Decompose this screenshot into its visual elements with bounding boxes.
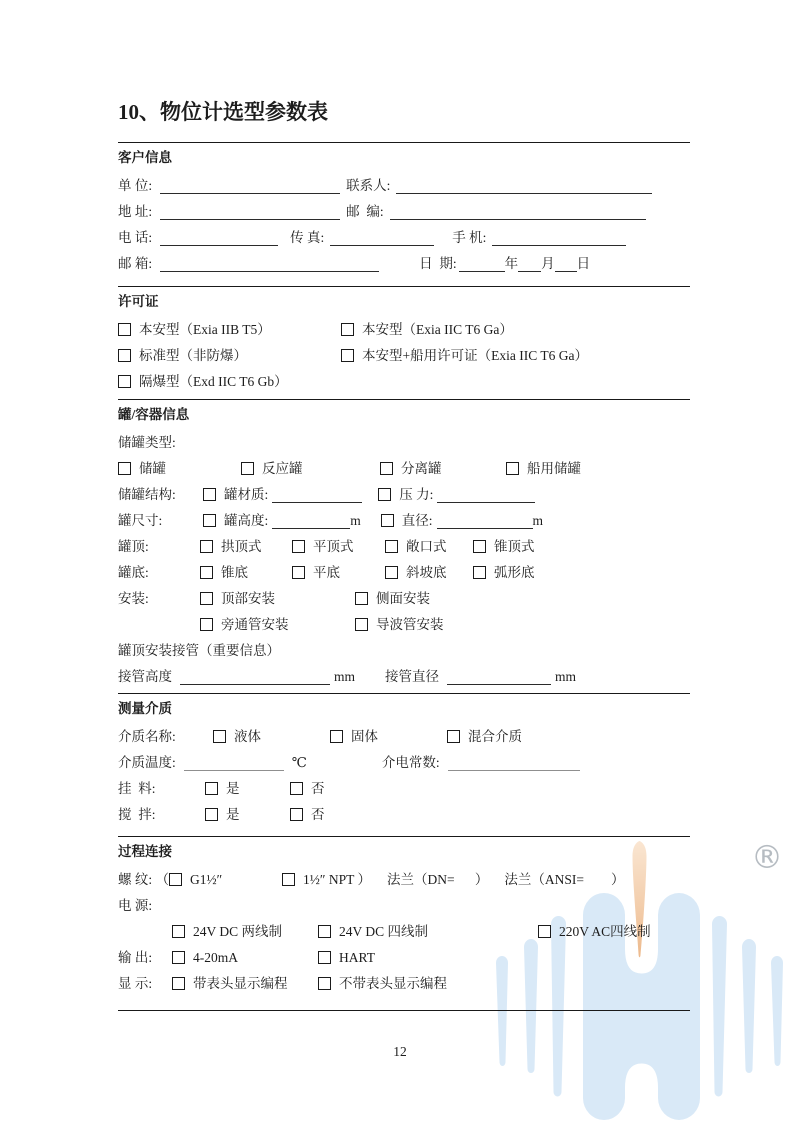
checkbox-label: 弧形底 [494, 565, 535, 580]
checkbox[interactable] [318, 977, 331, 990]
checkbox[interactable] [355, 618, 368, 631]
section-header: 客户信息 [118, 150, 172, 165]
checkbox-option [203, 512, 268, 529]
form-row [118, 529, 690, 555]
checkbox-label: 拱顶式 [221, 539, 262, 554]
blank-field[interactable] [390, 203, 646, 220]
checkbox-option [118, 347, 341, 364]
form-label: 罐底: [118, 565, 149, 580]
form-label: 邮 编: [346, 204, 384, 219]
form-label: mm [334, 669, 356, 684]
form-label: 日 [576, 256, 591, 271]
section-customer-info [118, 142, 690, 286]
checkbox-label: 24V DC 两线制 [193, 924, 283, 939]
checkbox-option [355, 616, 444, 633]
form-label: 介电常数: [381, 755, 440, 770]
checkbox[interactable] [213, 730, 226, 743]
form-row [118, 451, 690, 477]
form-row [118, 364, 690, 390]
checkbox-label: 本安型（Exia IIB T5） [139, 322, 271, 337]
form-label: 接管高度 [118, 669, 172, 684]
section-tank-info [118, 399, 690, 693]
checkbox-label: 混合介质 [468, 729, 522, 744]
form-label: 月 [541, 256, 555, 271]
checkbox[interactable] [341, 323, 354, 336]
page-title: 10、物位计选型参数表 [118, 100, 328, 124]
form-label: 年 [504, 256, 519, 271]
checkbox-label: 220V AC四线制 [559, 924, 651, 939]
checkbox[interactable] [473, 540, 486, 553]
form-label: 介质温度: [118, 755, 176, 770]
checkbox-option [506, 460, 581, 477]
form-label: 螺 纹: （ [118, 872, 170, 887]
form-row [118, 633, 690, 659]
section-header: 过程连接 [118, 844, 172, 859]
checkbox-label: 罐材质: [224, 487, 269, 502]
checkbox[interactable] [447, 730, 460, 743]
checkbox-label: 不带表头显示编程 [339, 976, 447, 991]
checkbox-label: 否 [311, 781, 325, 796]
checkbox-option [118, 460, 241, 477]
form-row [118, 797, 690, 823]
checkbox-option [378, 486, 433, 503]
checkbox-option [205, 780, 290, 797]
form-label: 罐顶: [118, 539, 149, 554]
checkbox-label: 4-20mA [193, 950, 238, 965]
checkbox-label: 标准型（非防爆） [139, 348, 247, 363]
form-label: 联系人: [346, 178, 391, 193]
checkbox-option [118, 373, 288, 390]
form-row [118, 477, 690, 503]
form-label: 邮 箱: [118, 256, 153, 271]
checkbox-label: 分离罐 [401, 461, 442, 476]
checkbox[interactable] [381, 514, 394, 527]
checkbox-option [355, 590, 430, 607]
checkbox-label: 1½″ NPT ） [303, 872, 372, 887]
form-row [118, 194, 690, 220]
form-label: m [350, 513, 361, 528]
checkbox-option [200, 590, 355, 607]
form-row [118, 503, 690, 529]
checkbox-label: 斜坡底 [406, 565, 447, 580]
blank-field[interactable] [437, 512, 533, 529]
checkbox-option [282, 871, 371, 888]
form-label: 单 位: [118, 178, 153, 193]
blank-field[interactable] [459, 255, 505, 272]
checkbox-option [447, 728, 522, 745]
form-row [118, 771, 690, 797]
checkbox-label: 储罐 [139, 461, 166, 476]
checkbox-label: 锥底 [221, 565, 248, 580]
form-row [118, 555, 690, 581]
form-label: mm [555, 669, 577, 684]
checkbox-option [203, 486, 268, 503]
checkbox[interactable] [385, 566, 398, 579]
checkbox-label: 24V DC 四线制 [339, 924, 429, 939]
checkbox-label: 本安型（Exia IIC T6 Ga） [362, 322, 513, 337]
blank-field[interactable] [555, 255, 577, 272]
checkbox[interactable] [473, 566, 486, 579]
registered-trademark-icon: ® [751, 838, 783, 876]
checkbox[interactable] [355, 592, 368, 605]
form-label: 手 机: [452, 230, 487, 245]
section-header: 许可证 [118, 294, 159, 309]
checkbox-label: 侧面安装 [376, 591, 430, 606]
checkbox[interactable] [200, 566, 213, 579]
checkbox-option [341, 321, 513, 338]
checkbox[interactable] [118, 462, 131, 475]
checkbox-option [172, 975, 318, 992]
checkbox-option [172, 949, 318, 966]
form-label: 罐尺寸: [118, 513, 163, 528]
section-header: 测量介质 [118, 701, 172, 716]
checkbox[interactable] [203, 488, 216, 501]
checkbox[interactable] [118, 349, 131, 362]
checkbox-option [538, 923, 651, 940]
section-process-connection [118, 836, 690, 1010]
checkbox[interactable] [506, 462, 519, 475]
form-label: 法兰（ANSI= ） [504, 872, 625, 887]
checkbox-option [381, 512, 433, 529]
checkbox[interactable] [290, 782, 303, 795]
checkbox[interactable] [200, 592, 213, 605]
form-row [118, 581, 690, 607]
checkbox[interactable] [118, 375, 131, 388]
checkbox-option [241, 460, 380, 477]
checkbox-option [330, 728, 447, 745]
checkbox-option [213, 728, 330, 745]
checkbox-label: 是 [226, 781, 240, 796]
blank-field[interactable] [492, 229, 626, 246]
blank-field[interactable] [180, 668, 330, 685]
checkbox-option [473, 564, 535, 581]
checkbox-label: 敞口式 [406, 539, 447, 554]
checkbox[interactable] [290, 808, 303, 821]
form-label: 输 出: [118, 950, 153, 965]
checkbox-label: 导波管安装 [376, 617, 444, 632]
checkbox-label: 顶部安装 [221, 591, 275, 606]
checkbox-label: HART [339, 950, 375, 965]
checkbox-label: 旁通管安装 [221, 617, 289, 632]
form-row [118, 220, 690, 246]
form-label: 挂 料: [118, 781, 156, 796]
checkbox-option [385, 564, 473, 581]
checkbox[interactable] [203, 514, 216, 527]
blank-field[interactable] [160, 203, 340, 220]
checkbox[interactable] [282, 873, 295, 886]
form-label: 显 示: [118, 976, 153, 991]
form-row [118, 168, 690, 194]
checkbox-label: G1½″ [190, 872, 223, 887]
checkbox-option [118, 321, 341, 338]
form-label: 介质名称: [118, 729, 176, 744]
checkbox[interactable] [200, 618, 213, 631]
form-row [118, 940, 690, 966]
form-label: 搅 拌: [118, 807, 156, 822]
checkbox-option [318, 923, 538, 940]
checkbox-label: 液体 [234, 729, 261, 744]
checkbox-label: 船用储罐 [527, 461, 581, 476]
checkbox[interactable] [172, 925, 185, 938]
checkbox[interactable] [341, 349, 354, 362]
blank-field[interactable] [518, 255, 541, 272]
form-label: 储罐类型: [118, 435, 176, 450]
form-label: 法兰（DN= ） [387, 872, 489, 887]
blank-field[interactable] [160, 177, 340, 194]
blank-field[interactable] [437, 486, 535, 503]
checkbox-label: 带表头显示编程 [193, 976, 288, 991]
form-row [118, 246, 690, 272]
form-label: 日 期: [419, 256, 457, 271]
section-license [118, 286, 690, 399]
form-row [118, 425, 690, 451]
checkbox-label: 平顶式 [313, 539, 354, 554]
checkbox-option [292, 538, 385, 555]
checkbox[interactable] [205, 782, 218, 795]
checkbox-label: 压 力: [399, 487, 434, 502]
blank-field[interactable] [448, 754, 580, 771]
checkbox-option [200, 564, 292, 581]
checkbox[interactable] [118, 323, 131, 336]
section-medium [118, 693, 690, 836]
form-label: 接管直径 [385, 669, 440, 684]
form-row [118, 607, 690, 633]
checkbox[interactable] [330, 730, 343, 743]
checkbox-option [318, 975, 447, 992]
checkbox[interactable] [380, 462, 393, 475]
checkbox[interactable] [241, 462, 254, 475]
checkbox[interactable] [538, 925, 551, 938]
form-label: m [532, 513, 544, 528]
form-label: 罐顶安装接管（重要信息） [118, 643, 280, 658]
checkbox-option [290, 806, 325, 823]
form-label: 储罐结构: [118, 487, 176, 502]
form-row [118, 914, 690, 940]
section-header: 罐/容器信息 [118, 407, 190, 422]
checkbox-option [200, 616, 355, 633]
checkbox-option [169, 871, 282, 888]
form-sections [118, 142, 690, 1010]
form-row [118, 862, 690, 888]
form-label: 地 址: [118, 204, 153, 219]
checkbox-label: 本安型+船用许可证（Exia IIC T6 Ga） [362, 348, 588, 363]
blank-field[interactable] [272, 486, 362, 503]
form-label: ℃ [291, 755, 307, 770]
blank-field[interactable] [272, 512, 350, 529]
form-row [118, 888, 690, 914]
blank-field[interactable] [447, 668, 551, 685]
checkbox-option [172, 923, 318, 940]
form-row [118, 719, 690, 745]
checkbox-label: 平底 [313, 565, 340, 580]
form-row [118, 966, 690, 992]
checkbox-label: 是 [226, 807, 240, 822]
checkbox[interactable] [292, 566, 305, 579]
checkbox-label: 否 [311, 807, 325, 822]
blank-field[interactable] [160, 229, 278, 246]
checkbox-option [290, 780, 325, 797]
checkbox[interactable] [205, 808, 218, 821]
form-row [118, 338, 690, 364]
checkbox[interactable] [385, 540, 398, 553]
blank-field[interactable] [396, 177, 652, 194]
checkbox[interactable] [172, 951, 185, 964]
checkbox[interactable] [172, 977, 185, 990]
form-label: 传 真: [290, 230, 325, 245]
form-row [118, 312, 690, 338]
checkbox-label: 反应罐 [262, 461, 303, 476]
checkbox-label: 罐高度: [224, 513, 269, 528]
checkbox[interactable] [318, 951, 331, 964]
checkbox-label: 固体 [351, 729, 378, 744]
checkbox-option [341, 347, 588, 364]
checkbox-option [205, 806, 290, 823]
bottom-divider [118, 1010, 690, 1011]
checkbox-option [380, 460, 506, 477]
checkbox[interactable] [378, 488, 391, 501]
form-label: 电 源: [118, 898, 153, 913]
blank-field[interactable] [160, 255, 379, 272]
checkbox[interactable] [169, 873, 182, 886]
checkbox[interactable] [318, 925, 331, 938]
form-label: 安装: [118, 591, 149, 606]
checkbox-option [385, 538, 473, 555]
checkbox[interactable] [200, 540, 213, 553]
page-number: 12 [393, 1044, 407, 1059]
checkbox-label: 锥顶式 [494, 539, 535, 554]
form-row [118, 659, 690, 685]
form-label: 电 话: [118, 230, 153, 245]
checkbox-option [318, 949, 375, 966]
checkbox-option [200, 538, 292, 555]
checkbox-option [292, 564, 385, 581]
form-row [118, 745, 690, 771]
blank-field[interactable] [330, 229, 434, 246]
checkbox-label: 直径: [401, 513, 433, 528]
checkbox-option [473, 538, 535, 555]
checkbox-label: 隔爆型（Exd IIC T6 Gb） [139, 374, 288, 389]
blank-field[interactable] [184, 754, 284, 771]
checkbox[interactable] [292, 540, 305, 553]
